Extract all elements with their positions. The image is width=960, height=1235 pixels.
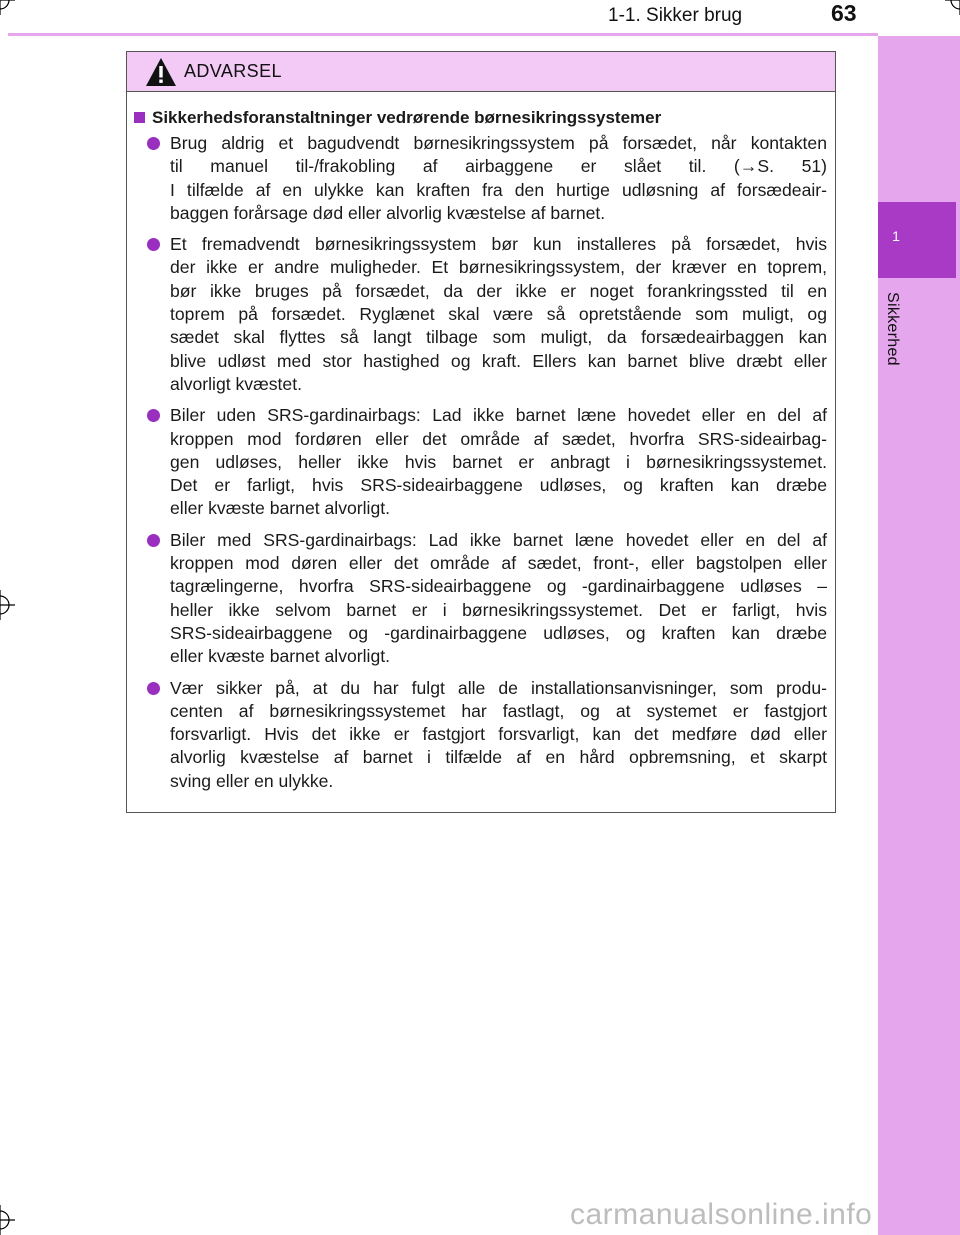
warning-bullet-line: sving eller en ulykke. (170, 770, 334, 791)
warning-section-heading-text: Sikkerhedsforanstaltninger vedrørende børnesikringssystemer (152, 108, 662, 127)
warning-bullet-line: til manuel til-/frakobling af airbaggene er slået til. (→S. 51) (170, 156, 827, 177)
page-number: 63 (831, 0, 857, 26)
round-bullet-icon (147, 409, 160, 422)
chapter-label: Sikkerhed (884, 292, 901, 366)
warning-bullet (134, 132, 827, 225)
warning-bullet-line: sædet skal flyttes så langt tilbage som muligt, da forsædeairbaggen kan (170, 327, 827, 348)
warning-bullet-line: der ikke er andre muligheder. Et børnesikringssystem, der kræver en toprem, (170, 257, 827, 278)
warning-body (127, 92, 835, 793)
round-bullet-icon (147, 682, 160, 695)
warning-title: ADVARSEL (184, 61, 282, 81)
warning-bullet (134, 677, 827, 793)
warning-bullet (134, 233, 827, 396)
warning-header (127, 52, 835, 92)
chapter-number-tab (878, 202, 956, 278)
warning-bullet-line: baggen forårsage død eller alvorlig kvæstelse af barnet. (170, 202, 606, 223)
warning-triangle-icon (145, 57, 177, 87)
square-bullet-icon (134, 112, 145, 123)
crop-mark-mid-left (0, 590, 15, 620)
round-bullet-icon (147, 137, 160, 150)
warning-bullet-line: Brug aldrig et bagudvendt børnesikringssystem på forsædet, når kontakten (170, 133, 827, 153)
warning-bullet-line: kroppen mod døren eller det område af sædet, front-, eller bagstolpen eller (170, 553, 827, 574)
watermark: carmanualsonline.info (570, 1198, 873, 1231)
round-bullet-icon (147, 534, 160, 547)
warning-bullet-line: heller ikke selvom barnet er i børnesikringssystemet. Det er farligt, hvis (170, 599, 827, 620)
chapter-number: 1 (892, 228, 900, 244)
warning-bullet-list (134, 132, 827, 793)
warning-bullet-line: eller kvæste barnet alvorligt. (170, 646, 391, 667)
warning-bullet-line: toprem på forsædet. Ryglænet skal være så opretstående som muligt, og (170, 304, 827, 325)
header-rule (8, 33, 878, 36)
warning-bullet-line: tagrælingerne, hvorfra SRS-sideairbaggene og -gardinairbaggene udløses – (170, 576, 827, 597)
round-bullet-icon (147, 238, 160, 251)
warning-bullet-line: centen af børnesikringssystemet har fastlagt, og at systemet er fastgjort (170, 700, 827, 721)
warning-section-heading (134, 106, 827, 130)
crop-mark-bottom-left (0, 1205, 15, 1235)
warning-bullet-line: kroppen mod fordøren eller det område af sædet, hvorfra SRS-sideairbag- (170, 428, 827, 449)
page-header (0, 0, 960, 40)
warning-bullet (134, 529, 827, 669)
warning-bullet-line: alvorligt kvæstet. (170, 373, 302, 394)
warning-bullet-line: blive udløst med stor hastighed og kraft. Ellers kan barnet blive dræbt eller (170, 350, 827, 371)
warning-bullet-line: I tilfælde af en ulykke kan kraften fra den hurtige udløsning af forsædeair- (170, 179, 827, 200)
warning-bullet (134, 404, 827, 520)
warning-bullet-line: Vær sikker på, at du har fulgt alle de installationsanvisninger, som produ- (170, 677, 827, 698)
warning-bullet-line: Et fremadvendt børnesikringssystem bør kun installeres på forsædet, hvis (170, 234, 827, 255)
warning-bullet-line: SRS-sideairbaggene og -gardinairbaggene udløses, og kraften kan dræbe (170, 622, 827, 643)
warning-bullet-line: Biler uden SRS-gardinairbags: Lad ikke barnet læne hovedet eller en del af (170, 405, 827, 426)
warning-bullet-line: Det er farligt, hvis SRS-sideairbaggene udløses, og kraften kan dræbe (170, 475, 827, 496)
warning-bullet-line: alvorlig kvæstelse af barnet i tilfælde af en hård opbremsning, et skarpt (170, 747, 827, 768)
warning-bullet-line: bør ikke bruges på forsædet, da der ikke er noget forankringssted til en (170, 280, 827, 301)
section-title: 1-1. Sikker brug (608, 5, 743, 26)
warning-bullet-line: gen udløses, heller ikke hvis barnet er anbragt i børnesikringssystemet. (170, 451, 827, 472)
warning-bullet-line: Biler med SRS-gardinairbags: Lad ikke barnet læne hovedet eller en del af (170, 529, 827, 550)
warning-bullet-line: forsvarligt. Hvis det ikke er fastgjort forsvarligt, kan det medføre død eller (170, 724, 827, 745)
warning-bullet-line: eller kvæste barnet alvorligt. (170, 498, 391, 519)
warning-box (126, 51, 836, 813)
